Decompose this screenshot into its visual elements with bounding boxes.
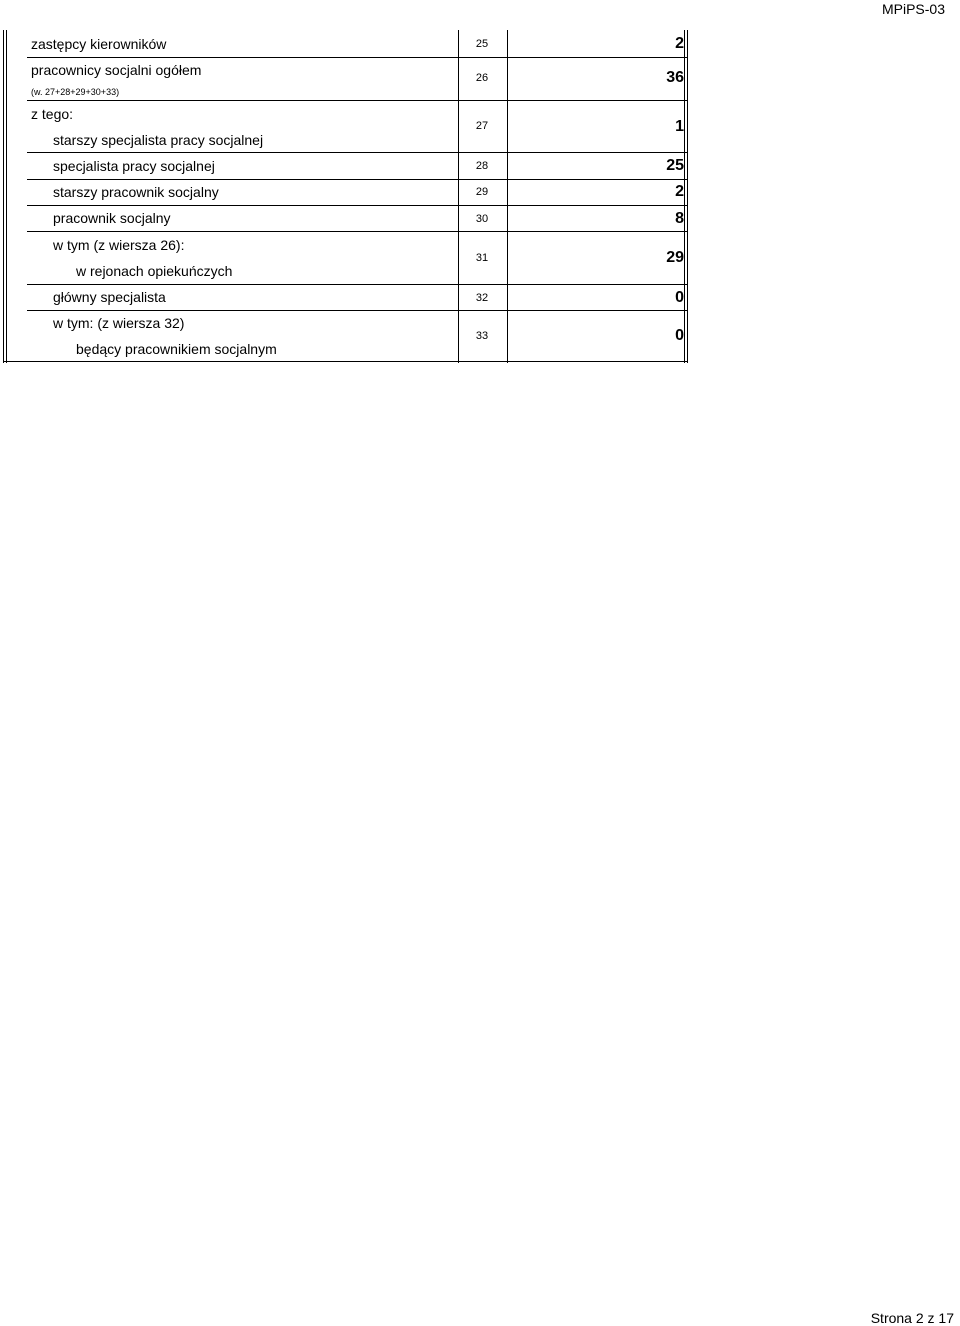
row-label: główny specjalista: [53, 289, 166, 305]
row-code: 31: [475, 252, 489, 264]
row-label: pracownik socjalny: [53, 210, 171, 226]
row-value: 1: [675, 118, 684, 135]
row-label-heading: z tego:: [31, 106, 74, 122]
row-label: będący pracownikiem socjalnym: [76, 341, 277, 357]
table-bottom-border: [3, 361, 688, 362]
row-label: specjalista pracy socjalnej: [53, 158, 215, 174]
row-code: 33: [475, 330, 489, 342]
row-divider: [27, 231, 688, 232]
row-code: 26: [475, 72, 489, 84]
table-left-border: [3, 30, 4, 363]
row-value: 0: [675, 327, 684, 344]
row-label: pracownicy socjalni ogółem: [31, 62, 202, 78]
page-number: Strona 2 z 17: [870, 1310, 954, 1326]
row-divider: [27, 152, 688, 153]
row-label: zastępcy kierowników: [31, 36, 167, 52]
table-right-border: [687, 30, 688, 363]
row-code: 29: [475, 186, 489, 198]
row-label-heading: w tym: (z wiersza 32): [53, 315, 185, 331]
row-value: 2: [675, 183, 684, 200]
row-divider: [27, 205, 688, 206]
row-value: 0: [675, 289, 684, 306]
table-right-border-inner: [684, 30, 685, 363]
row-code: 27: [475, 120, 489, 132]
row-value: 2: [675, 35, 684, 52]
row-value: 8: [675, 210, 684, 227]
row-divider: [27, 179, 688, 180]
table-left-border-inner: [6, 30, 7, 363]
row-divider: [27, 100, 688, 101]
row-code: 32: [475, 292, 489, 304]
column-divider-code: [507, 30, 508, 363]
row-code: 28: [475, 160, 489, 172]
row-divider: [27, 310, 688, 311]
row-value: 25: [666, 157, 684, 174]
row-divider: [27, 284, 688, 285]
row-value: 29: [666, 249, 684, 266]
row-code: 25: [475, 38, 489, 50]
row-divider: [27, 57, 688, 58]
row-label: starszy pracownik socjalny: [53, 184, 219, 200]
row-label: w rejonach opiekuńczych: [76, 263, 233, 279]
row-note: (w. 27+28+29+30+33): [31, 87, 120, 97]
row-code: 30: [475, 213, 489, 225]
row-label-heading: w tym (z wiersza 26):: [53, 237, 185, 253]
document-code: MPiPS-03: [881, 1, 945, 17]
employment-table: [3, 30, 688, 363]
row-value: 36: [666, 69, 684, 86]
row-label: starszy specjalista pracy socjalnej: [53, 132, 264, 148]
